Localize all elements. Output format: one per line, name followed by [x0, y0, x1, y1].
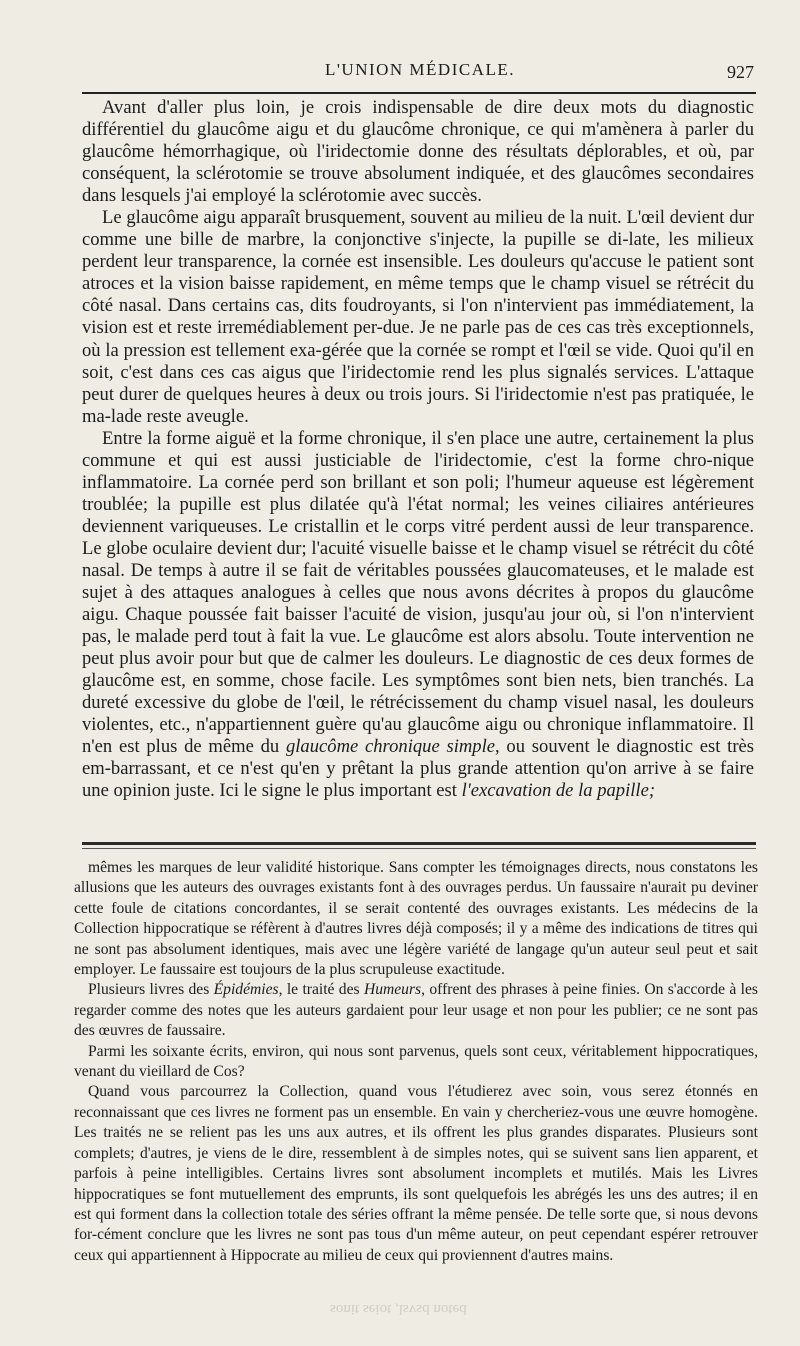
text-run: Le glaucôme aigu apparaît brusquement, souvent au milieu de la nuit. L'œil devient dur comme une bille de marbre, la conjonctive s'injecte, la pupille se di-late, les milieux perdent leur transparence, la cornée est insensible. Les douleurs qu'accuse le patient sont atroces et la vision baisse rapidement, en même temps que le champ visuel se rétrécit du côté nasal. Dans certains cas, dits foudroyants, si l'on n'intervient pas immédiatement, la vision est et reste irremédiablement per-due. Je ne parle pas de ces cas très exceptionnels, où la pression est tellement exa-gérée que la cornée se rompt et l'œil se vide. Quoi qu'il en soit, c'est dans ces cas aigus que l'iridectomie rend les plus signalés services. L'attaque peut durer de quelques heures à deux ou trois jours. Si l'iridectomie n'est pas pratiquée, le ma-lade reste aveugle.	[82, 207, 754, 427]
running-title: L'UNION MÉDICALE.	[324, 60, 516, 79]
text-run: Avant d'aller plus loin, je crois indispensable de dire deux mots du diagnostic différentiel du glaucôme aigu et du glaucôme chronique, ce qui m'amènera à parler du glaucôme hémorrhagique, où l'iridectomie donne des résultats déplorables, et où, par conséquent, la sclérotomie se trouve absolument indiquée, et des glaucômes secondaires dans lesquels j'ai employé la sclérotomie avec succès.	[82, 97, 754, 207]
header-rule	[82, 92, 756, 94]
text-run: , offrent des phrases à peine finies. On s'accorde à les regarder comme des notes que les auteurs gardaient pour leur usage et non pour les publier; ce ne sont pas des œuvres de faussaire.	[74, 981, 758, 1040]
page-header	[80, 58, 760, 88]
footnote-text	[74, 858, 758, 1266]
footnote-paragraph	[74, 1082, 758, 1266]
footnote-separator-thin	[82, 848, 756, 849]
footnote-paragraph	[74, 858, 758, 980]
italic-text: l'excavation de la papille;	[461, 780, 656, 802]
italic-text: Humeurs	[363, 981, 422, 999]
bleed-through-decoration: sonit seiot ,lsvsd noted	[330, 1301, 467, 1317]
italic-text: Épidémies	[213, 981, 279, 999]
page-number: 927	[727, 62, 754, 82]
footnote-separator	[82, 842, 756, 845]
text-run: Parmi les soixante écrits, environ, qui nous sont parvenus, quels sont ceux, véritablement hippocratiques, venant du vieillard de Cos?	[74, 1042, 758, 1081]
text-run: Entre la forme aiguë et la forme chronique, il s'en place une autre, certainement la plus commune et qui est aussi justiciable de l'iridectomie, c'est la forme chro-nique inflammatoire. La cornée perd son brillant et son poli; l'humeur aqueuse est légèrement troublée; la pupille est plus dilatée qu'à l'état normal; les veines ciliaires antérieures deviennent variqueuses. Le cristallin et le corps vitré perdent aussi de leur transparence. Le globe oculaire devient dur; l'acuité visuelle baisse et le champ visuel se rétrécit du côté nasal. De temps à autre il se fait de véritables poussées glaucomateuses, et le malade est sujet à des attaques analogues à celles que nous avons décrites à propos du glaucôme aigu. Chaque poussée fait baisser l'acuité de vision, jusqu'au jour où, si l'on n'intervient pas, le malade perd tout à fait la vue. Le glaucôme est alors absolu. Toute intervention ne peut plus avoir pour but que de calmer les douleurs. Le diagnostic de ces deux formes de glaucôme est, en somme, chose facile. Les symptômes sont bien nets, bien tranchés. La dureté excessive du globe de l'œil, le rétrécissement du champ visuel nasal, les douleurs violentes, etc., n'appartiennent guère qu'au glaucôme aigu ou chronique inflammatoire. Il n'en est plus de même du	[82, 427, 754, 758]
text-run: , le traité des	[278, 981, 364, 999]
italic-text: glaucôme chronique simple	[285, 736, 496, 758]
main-paragraph	[82, 97, 754, 207]
text-run: , ou souvent le diagnostic est très em-barrassant, et ce n'est qu'en y prêtant la plus grande attention qu'on arrive à se faire une opinion juste. Ici le signe le plus important est	[82, 736, 755, 802]
text-run: mêmes les marques de leur validité historique. Sans compter les témoignages directs, nous constatons les allusions que les auteurs des ouvrages existants font à des ouvrages perdus. Un faussaire n'aurait pu deviner cette foule de citations concordantes, il se serait contenté des ouvrages existants. Les médecins de la Collection hippocratique se réfèrent à d'autres livres déjà composés; il y a même des indications de titres qui ne sont pas absolument identiques, mais avec une légère variété de langage qu'un auteur seul peut et sait employer. Le faussaire est toujours de la plus scrupuleuse exactitude.	[74, 859, 758, 979]
footnote-paragraph	[74, 1042, 758, 1083]
main-paragraph	[82, 428, 754, 803]
text-run: Quand vous parcourrez la Collection, quand vous l'étudierez avec soin, vous serez étonnés en reconnaissant que ces livres ne forment pas un ensemble. En vain y chercheriez-vous une œuvre homogène. Les traités ne se relient pas les uns aux autres, et ils offrent les plus grandes disparates. Plusieurs sont complets; d'autres, je viens de le dire, ressemblent à de simples notes, qui se suivent sans lien apparent, et parfois à peine intelligibles. Certains livres sont absolument incomplets et mutilés. Mais les Livres hippocratiques se font mutuellement des emprunts, ils sont quelquefois les abrégés les uns des autres; il en est qui forment dans la collection totale des séries offrant la même pensée. De telle sorte que, si nous devons for-cément conclure que les livres ne sont pas tous d'un même auteur, on peut cependant espérer retrouver ceux qui appartiennent à Hippocrate au milieu de ceux qui proviennent d'autres mains.	[74, 1083, 758, 1264]
main-text	[82, 97, 754, 803]
text-run: Plusieurs livres des	[88, 981, 214, 999]
main-paragraph	[82, 207, 754, 427]
footnote-paragraph	[74, 980, 758, 1041]
